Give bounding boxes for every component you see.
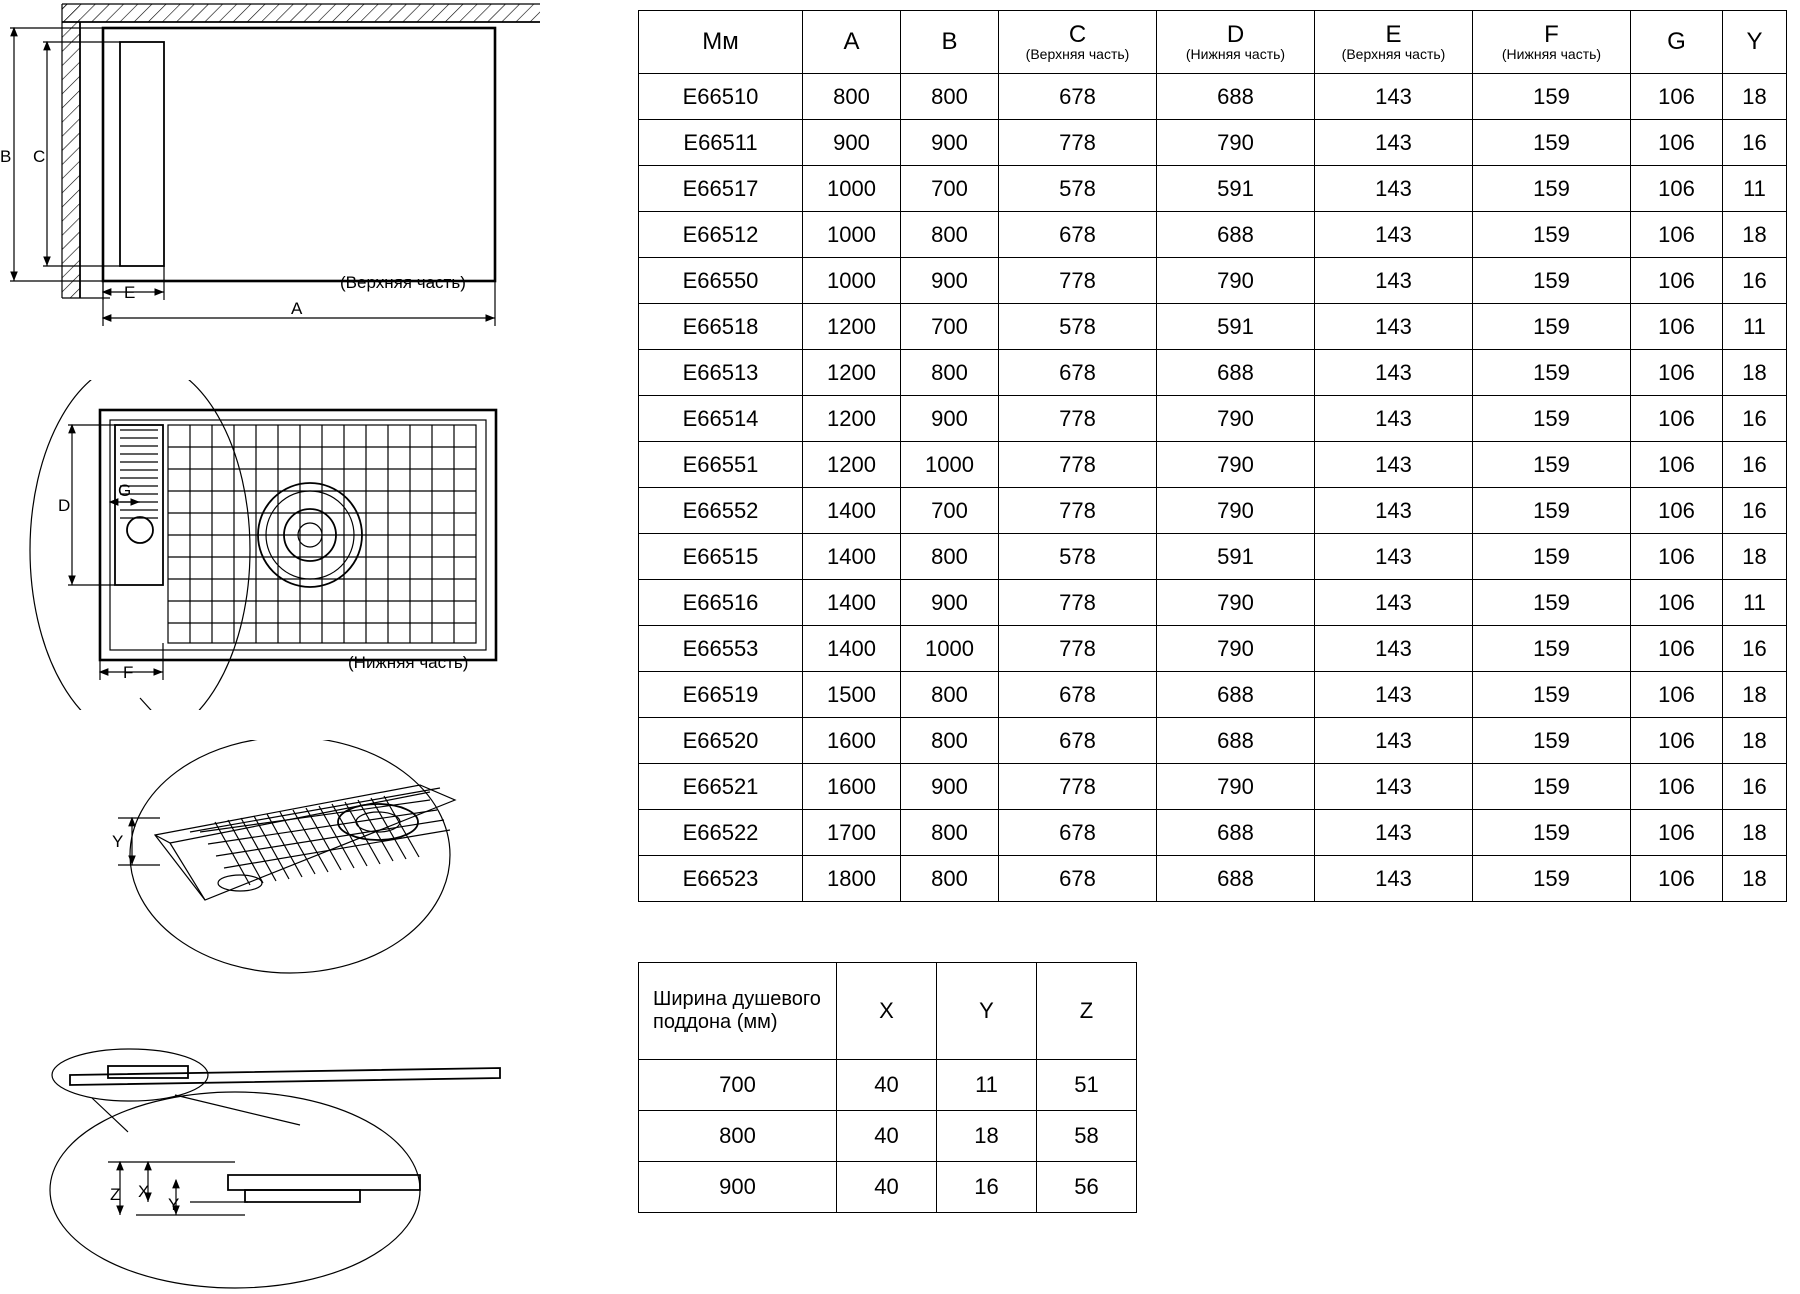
- cell-value: 800: [901, 74, 999, 120]
- cell-value: 159: [1473, 626, 1631, 672]
- cell-value: 143: [1315, 488, 1473, 534]
- cell-value: 678: [999, 74, 1157, 120]
- cell-value: 40: [837, 1111, 937, 1162]
- cell-value: 18: [1723, 856, 1787, 902]
- cell-value: 143: [1315, 810, 1473, 856]
- cell-value: 688: [1157, 74, 1315, 120]
- cell-value: 700: [901, 488, 999, 534]
- cell-value: 678: [999, 350, 1157, 396]
- cell-tray-width: 700: [639, 1060, 837, 1111]
- cell-value: 900: [901, 258, 999, 304]
- header-cell-x: X: [837, 963, 937, 1060]
- header-cell-model: Мм: [639, 11, 803, 74]
- table-row: [639, 626, 1787, 672]
- dimensions-table-body: [639, 74, 1787, 902]
- table-row: [639, 718, 1787, 764]
- cell-value: 16: [1723, 626, 1787, 672]
- tables-column: [638, 10, 1778, 1213]
- cell-value: 1000: [803, 166, 901, 212]
- cell-value: 800: [901, 672, 999, 718]
- cell-value: 1400: [803, 534, 901, 580]
- cell-value: 578: [999, 166, 1157, 212]
- top-view-drawing: [0, 0, 560, 330]
- table-row: [639, 350, 1787, 396]
- cell-value: 1600: [803, 764, 901, 810]
- cell-value: 678: [999, 856, 1157, 902]
- top-view-caption: (Верхняя часть): [340, 273, 466, 292]
- cell-model: E66521: [639, 764, 803, 810]
- detail-dim-label-y: Y: [112, 832, 124, 851]
- cell-value: 700: [901, 166, 999, 212]
- table-row: [639, 304, 1787, 350]
- cell-value: 106: [1631, 120, 1723, 166]
- dim-label-g: G: [118, 481, 132, 500]
- cell-value: 678: [999, 810, 1157, 856]
- cell-model: E66519: [639, 672, 803, 718]
- cell-value: 688: [1157, 212, 1315, 258]
- cell-model: E66516: [639, 580, 803, 626]
- cell-value: 106: [1631, 396, 1723, 442]
- header-cell-y: Y: [1723, 11, 1787, 74]
- cell-tray-width: 800: [639, 1111, 837, 1162]
- detail-view-drawing: [0, 740, 560, 980]
- cell-value: 778: [999, 580, 1157, 626]
- cell-value: 16: [937, 1162, 1037, 1213]
- cell-value: 591: [1157, 166, 1315, 212]
- cell-model: E66513: [639, 350, 803, 396]
- cell-value: 591: [1157, 534, 1315, 580]
- cell-value: 11: [1723, 580, 1787, 626]
- cell-model: E66553: [639, 626, 803, 672]
- cell-value: 800: [803, 74, 901, 120]
- cell-value: 790: [1157, 396, 1315, 442]
- cell-value: 790: [1157, 580, 1315, 626]
- cell-value: 790: [1157, 764, 1315, 810]
- cell-model: E66510: [639, 74, 803, 120]
- cell-value: 106: [1631, 212, 1723, 258]
- cell-value: 143: [1315, 74, 1473, 120]
- cell-value: 1200: [803, 442, 901, 488]
- table-row: [639, 1060, 1137, 1111]
- header-cell-g: G: [1631, 11, 1723, 74]
- cell-value: 106: [1631, 580, 1723, 626]
- cell-value: 11: [937, 1060, 1037, 1111]
- cell-value: 40: [837, 1162, 937, 1213]
- cell-value: 800: [901, 534, 999, 580]
- cell-value: 688: [1157, 718, 1315, 764]
- cell-value: 106: [1631, 810, 1723, 856]
- section-dim-label-y: Y: [168, 1195, 180, 1214]
- cell-value: 159: [1473, 534, 1631, 580]
- cell-value: 18: [1723, 718, 1787, 764]
- cell-value: 800: [901, 350, 999, 396]
- cell-value: 106: [1631, 304, 1723, 350]
- bottom-view-caption: (Нижняя часть): [348, 653, 469, 672]
- cell-value: 106: [1631, 74, 1723, 120]
- dim-label-e: E: [124, 283, 136, 302]
- table-row: [639, 488, 1787, 534]
- cell-value: 778: [999, 120, 1157, 166]
- cell-value: 1400: [803, 488, 901, 534]
- cell-model: E66550: [639, 258, 803, 304]
- cell-value: 790: [1157, 258, 1315, 304]
- cell-value: 900: [901, 396, 999, 442]
- cell-value: 900: [901, 580, 999, 626]
- cell-value: 143: [1315, 396, 1473, 442]
- cell-value: 159: [1473, 166, 1631, 212]
- header-cell-c: C (Верхняя часть): [999, 11, 1157, 74]
- cell-model: E66514: [639, 396, 803, 442]
- cell-value: 18: [937, 1111, 1037, 1162]
- cell-value: 790: [1157, 488, 1315, 534]
- cell-value: 106: [1631, 626, 1723, 672]
- cell-value: 11: [1723, 166, 1787, 212]
- cell-value: 800: [901, 856, 999, 902]
- cell-value: 143: [1315, 718, 1473, 764]
- cell-value: 18: [1723, 350, 1787, 396]
- cell-value: 106: [1631, 856, 1723, 902]
- cell-value: 1400: [803, 626, 901, 672]
- cell-value: 1700: [803, 810, 901, 856]
- cell-model: E66515: [639, 534, 803, 580]
- cell-value: 790: [1157, 442, 1315, 488]
- cell-value: 18: [1723, 534, 1787, 580]
- cell-value: 143: [1315, 534, 1473, 580]
- cell-value: 688: [1157, 672, 1315, 718]
- cell-model: E66518: [639, 304, 803, 350]
- cell-value: 159: [1473, 810, 1631, 856]
- cell-value: 1500: [803, 672, 901, 718]
- cell-value: 143: [1315, 258, 1473, 304]
- cell-value: 678: [999, 718, 1157, 764]
- cell-value: 1400: [803, 580, 901, 626]
- cell-value: 159: [1473, 258, 1631, 304]
- cell-value: 800: [901, 810, 999, 856]
- cell-value: 143: [1315, 672, 1473, 718]
- cell-value: 16: [1723, 120, 1787, 166]
- section-dim-label-x: X: [138, 1182, 150, 1201]
- cell-value: 578: [999, 304, 1157, 350]
- table-row: [639, 74, 1787, 120]
- cell-value: 18: [1723, 74, 1787, 120]
- cell-value: 688: [1157, 810, 1315, 856]
- cell-value: 143: [1315, 580, 1473, 626]
- cell-value: 18: [1723, 810, 1787, 856]
- table-row: [639, 580, 1787, 626]
- tray-width-table-body: [639, 1060, 1137, 1213]
- table-row: [639, 120, 1787, 166]
- dim-label-d: D: [58, 496, 71, 515]
- header-cell-b: B: [901, 11, 999, 74]
- cell-value: 1200: [803, 304, 901, 350]
- cell-value: 159: [1473, 304, 1631, 350]
- cell-value: 16: [1723, 488, 1787, 534]
- cell-value: 900: [901, 764, 999, 810]
- cell-value: 16: [1723, 764, 1787, 810]
- bottom-view-drawing: [0, 380, 560, 710]
- cell-value: 800: [901, 718, 999, 764]
- cell-value: 778: [999, 442, 1157, 488]
- cell-value: 1600: [803, 718, 901, 764]
- cell-value: 1000: [803, 212, 901, 258]
- table-row: [639, 1162, 1137, 1213]
- section-view-drawing: [0, 1040, 560, 1290]
- table-row: [639, 396, 1787, 442]
- cell-value: 51: [1037, 1060, 1137, 1111]
- cell-model: E66523: [639, 856, 803, 902]
- cell-value: 1800: [803, 856, 901, 902]
- cell-value: 1000: [901, 626, 999, 672]
- cell-value: 106: [1631, 764, 1723, 810]
- cell-model: E66520: [639, 718, 803, 764]
- cell-value: 11: [1723, 304, 1787, 350]
- cell-model: E66511: [639, 120, 803, 166]
- header-cell-tray-width: Ширина душевого поддона (мм): [639, 963, 837, 1060]
- cell-value: 159: [1473, 718, 1631, 764]
- cell-value: 790: [1157, 120, 1315, 166]
- table-row: [639, 810, 1787, 856]
- table-row: [639, 166, 1787, 212]
- cell-value: 143: [1315, 120, 1473, 166]
- dim-label-c: C: [33, 147, 46, 166]
- cell-model: E66512: [639, 212, 803, 258]
- table-row: [639, 856, 1787, 902]
- cell-value: 159: [1473, 212, 1631, 258]
- header-cell-f: F (Нижняя часть): [1473, 11, 1631, 74]
- cell-value: 106: [1631, 534, 1723, 580]
- cell-value: 700: [901, 304, 999, 350]
- cell-value: 106: [1631, 166, 1723, 212]
- cell-value: 16: [1723, 442, 1787, 488]
- cell-value: 106: [1631, 442, 1723, 488]
- cell-value: 56: [1037, 1162, 1137, 1213]
- cell-model: E66517: [639, 166, 803, 212]
- cell-value: 159: [1473, 120, 1631, 166]
- cell-value: 159: [1473, 672, 1631, 718]
- cell-value: 143: [1315, 764, 1473, 810]
- cell-value: 143: [1315, 350, 1473, 396]
- header-cell-d: D (Нижняя часть): [1157, 11, 1315, 74]
- cell-value: 159: [1473, 396, 1631, 442]
- cell-value: 159: [1473, 488, 1631, 534]
- cell-value: 18: [1723, 672, 1787, 718]
- table-row: [639, 534, 1787, 580]
- cell-value: 900: [901, 120, 999, 166]
- cell-value: 1200: [803, 396, 901, 442]
- cell-value: 778: [999, 626, 1157, 672]
- cell-model: E66552: [639, 488, 803, 534]
- cell-value: 18: [1723, 212, 1787, 258]
- cell-value: 143: [1315, 212, 1473, 258]
- cell-value: 106: [1631, 258, 1723, 304]
- cell-value: 106: [1631, 672, 1723, 718]
- dim-label-b: B: [0, 147, 12, 166]
- cell-value: 688: [1157, 350, 1315, 396]
- cell-value: 778: [999, 258, 1157, 304]
- cell-value: 143: [1315, 304, 1473, 350]
- cell-value: 106: [1631, 350, 1723, 396]
- cell-value: 40: [837, 1060, 937, 1111]
- cell-value: 16: [1723, 258, 1787, 304]
- cell-value: 58: [1037, 1111, 1137, 1162]
- cell-value: 106: [1631, 488, 1723, 534]
- cell-value: 159: [1473, 350, 1631, 396]
- section-dim-label-z: Z: [110, 1185, 121, 1204]
- table-row: [639, 1111, 1137, 1162]
- header-cell-z: Z: [1037, 963, 1137, 1060]
- cell-value: 778: [999, 488, 1157, 534]
- cell-value: 143: [1315, 166, 1473, 212]
- table-row: [639, 212, 1787, 258]
- cell-value: 159: [1473, 74, 1631, 120]
- tray-width-table: [638, 962, 1137, 1213]
- cell-value: 778: [999, 396, 1157, 442]
- cell-model: E66522: [639, 810, 803, 856]
- table-row: [639, 442, 1787, 488]
- cell-value: 678: [999, 672, 1157, 718]
- table-header-row: [639, 11, 1787, 74]
- table-row: [639, 258, 1787, 304]
- cell-value: 106: [1631, 718, 1723, 764]
- header-cell-y2: Y: [937, 963, 1037, 1060]
- cell-value: 159: [1473, 442, 1631, 488]
- header-cell-a: A: [803, 11, 901, 74]
- cell-value: 900: [803, 120, 901, 166]
- cell-value: 678: [999, 212, 1157, 258]
- drawings-column: [0, 0, 560, 1294]
- header-cell-e: E (Верхняя часть): [1315, 11, 1473, 74]
- dim-label-f: F: [123, 663, 134, 682]
- cell-value: 790: [1157, 626, 1315, 672]
- cell-model: E66551: [639, 442, 803, 488]
- cell-value: 688: [1157, 856, 1315, 902]
- cell-value: 143: [1315, 626, 1473, 672]
- cell-value: 1200: [803, 350, 901, 396]
- cell-value: 591: [1157, 304, 1315, 350]
- cell-value: 16: [1723, 396, 1787, 442]
- cell-value: 578: [999, 534, 1157, 580]
- cell-value: 800: [901, 212, 999, 258]
- cell-tray-width: 900: [639, 1162, 837, 1213]
- table-row: [639, 764, 1787, 810]
- dim-label-a: A: [291, 299, 303, 318]
- cell-value: 778: [999, 764, 1157, 810]
- table-row: [639, 672, 1787, 718]
- cell-value: 159: [1473, 764, 1631, 810]
- cell-value: 143: [1315, 442, 1473, 488]
- cell-value: 159: [1473, 856, 1631, 902]
- cell-value: 143: [1315, 856, 1473, 902]
- cell-value: 1000: [901, 442, 999, 488]
- cell-value: 1000: [803, 258, 901, 304]
- width-table-header-row: [639, 963, 1137, 1060]
- dimensions-table: [638, 10, 1787, 902]
- cell-value: 159: [1473, 580, 1631, 626]
